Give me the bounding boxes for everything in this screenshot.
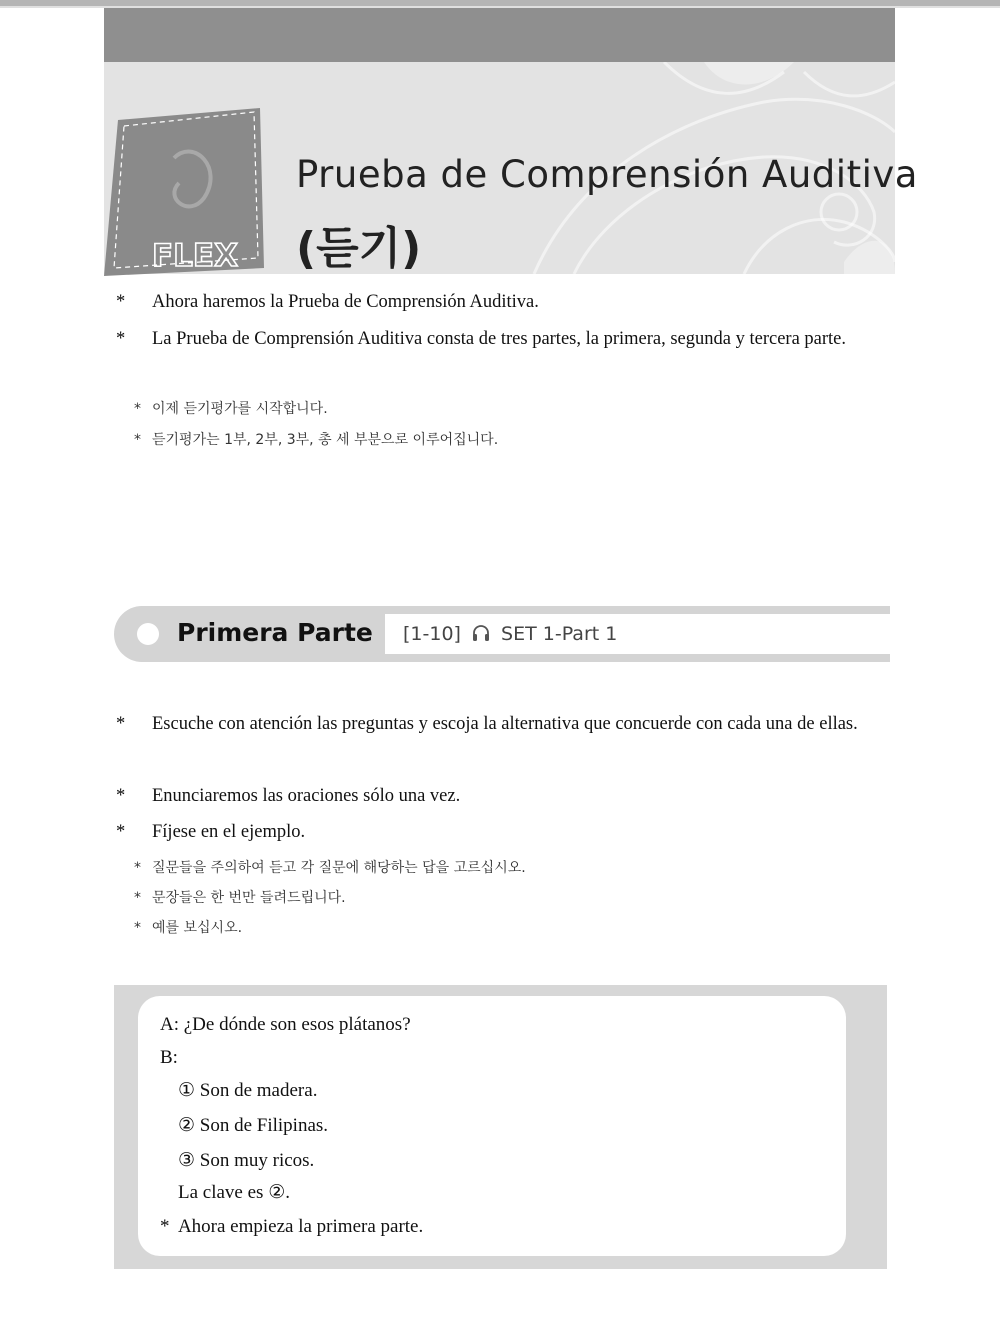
logo-text: FLEX: [152, 238, 239, 274]
example-closing: * Ahora empieza la primera parte.: [160, 1216, 424, 1237]
intro-line-4-ko: * 듣기평가는 1부, 2부, 3부, 총 세 부분으로 이루어집니다.: [134, 432, 499, 448]
example-question: A: ¿De dónde son esos plátanos?: [160, 1014, 411, 1035]
instruction-line-5-ko: * 문장들은 한 번만 들려드립니다.: [134, 890, 346, 906]
instruction-line-6-ko: * 예를 보십시오.: [134, 920, 243, 936]
section-track: SET 1-Part 1: [501, 623, 618, 645]
instruction-line-4-ko: * 질문들을 주의하여 듣고 각 질문에 해당하는 답을 고르십시오.: [134, 860, 526, 876]
section-title: Primera Parte: [177, 618, 373, 647]
example-option-1: ① Son de madera.: [178, 1080, 318, 1101]
section-header: [114, 606, 890, 662]
headphones-icon: [471, 624, 491, 642]
example-answer-label: B:: [160, 1047, 178, 1068]
section-range: [1-10]: [403, 623, 461, 645]
instruction-line-2: * Enunciaremos las oraciones sólo una vez.: [116, 786, 461, 806]
flex-logo: [104, 108, 268, 278]
instruction-line-1: * Escuche con atención las preguntas y escoja la alternativa que concuerde con cada una de ellas.: [116, 714, 858, 734]
page-subtitle: (듣기): [296, 223, 422, 274]
example-answer-key: La clave es ②.: [178, 1182, 290, 1203]
page-title: Prueba de Comprensión Auditiva: [296, 153, 918, 196]
section-bullet-icon: [137, 623, 159, 645]
intro-line-1: * Ahora haremos la Prueba de Comprensión Auditiva.: [116, 292, 539, 312]
example-option-3: ③ Son muy ricos.: [178, 1150, 315, 1171]
section-info: [385, 614, 890, 654]
intro-line-2: * La Prueba de Comprensión Auditiva consta de tres partes, la primera, segunda y tercera parte.: [116, 329, 847, 349]
example-option-2: ② Son de Filipinas.: [178, 1115, 329, 1136]
intro-line-3-ko: * 이제 듣기평가를 시작합니다.: [134, 401, 328, 417]
header-band: [104, 8, 895, 62]
instruction-line-3: * Fíjese en el ejemplo.: [116, 822, 306, 842]
